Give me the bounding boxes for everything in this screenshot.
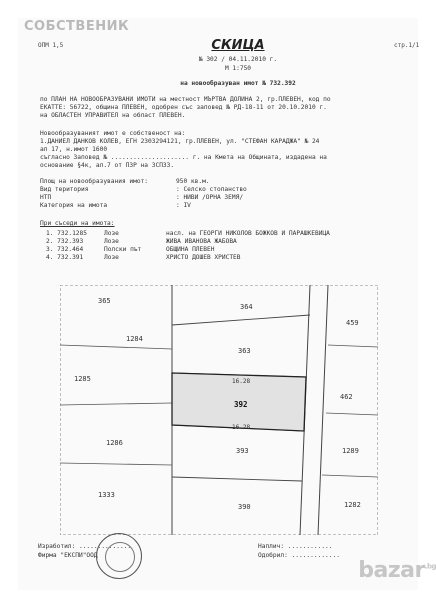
prop-value: 950 кв.м. xyxy=(176,178,210,185)
document-title: СКИЦА xyxy=(211,38,265,53)
owner-line: съгласно Заповед № ..................... г. на Кмета на Общината, издадена на xyxy=(40,154,327,161)
parcel-label: 364 xyxy=(240,303,253,311)
neighbor-use: Лозе xyxy=(104,254,119,261)
parcel-label: 393 xyxy=(236,447,249,455)
stamp-inner-ring xyxy=(105,542,135,572)
parcel-boundary xyxy=(326,413,378,415)
corner-note-right: стр.1/1 xyxy=(394,42,420,49)
document-scale: М 1:750 xyxy=(224,65,252,72)
neighbor-use: Лозе xyxy=(104,238,119,245)
parcel-label: 363 xyxy=(238,347,251,355)
prop-value: : НИВИ /ОРНА ЗЕМЯ/ xyxy=(176,194,244,201)
company-name: Фирма "ЕКСПИ"ООД xyxy=(38,552,98,559)
parcel-map-svg xyxy=(60,285,378,535)
parcel-boundary xyxy=(60,403,172,405)
watermark-top: СОБСТВЕНИК xyxy=(24,19,130,34)
prepared-by: Изработил: .............. xyxy=(38,543,132,550)
neighbors-heading: При съседи на имота: xyxy=(40,220,115,227)
parcel-boundary xyxy=(172,477,302,481)
neighbor-number: 2. 732.393 xyxy=(46,238,84,245)
intro-line: на ОБЛАСТЕН УПРАВИТЕЛ на област ПЛЕВЕН. xyxy=(40,112,186,119)
parcel-boundary xyxy=(328,345,378,347)
parcel-label: 365 xyxy=(98,297,111,305)
parcel-boundary xyxy=(60,345,172,349)
intro-line: по ПЛАН НА НОВООБРАЗУВАНИ ИМОТИ на местност МЪРТВА ДОЛИНА 2, гр.ПЛЕВЕН, код по xyxy=(40,96,331,103)
prop-label: Категория на имота xyxy=(40,202,108,209)
watermark-bottom-tld: .bg xyxy=(424,562,436,571)
parcel-length: 16.28 xyxy=(232,424,251,431)
approved-by: Одобрил: ............. xyxy=(258,552,340,559)
neighbor-owner: насл. на ГЕОРГИ НИКОЛОВ БОЖКОВ И ПАРАШКЕВИЦА xyxy=(166,230,330,237)
corner-note-left: ОПМ 1,5 xyxy=(38,42,64,49)
neighbor-use: Полски път xyxy=(104,246,142,253)
parcel-label: 459 xyxy=(346,319,359,327)
neighbor-use: Лозе xyxy=(104,230,119,237)
prop-value: : Селско стопанство xyxy=(176,186,247,193)
parcel-boundary xyxy=(172,315,310,325)
parcel-label-subject: 392 xyxy=(234,400,248,409)
document-number: № 302 / 04.11.2010 г. xyxy=(198,56,278,63)
parcel-boundary xyxy=(60,463,172,465)
parcel-label: 1289 xyxy=(342,447,359,455)
checked-by: Наплич: ............ xyxy=(258,543,333,550)
neighbor-owner: ЖИВА ИВАНОВА ЖАБОВА xyxy=(166,238,237,245)
neighbor-owner: ОБЩИНА ПЛЕВЕН xyxy=(166,246,215,253)
prop-label: Площ на новообразувания имот: xyxy=(40,178,149,185)
parcel-boundary xyxy=(322,475,378,477)
neighbor-number: 4. 732.391 xyxy=(46,254,84,261)
neighbor-number: 1. 732.1285 xyxy=(46,230,87,237)
prop-label: НТП xyxy=(40,194,52,201)
owner-line: Новообразуваният имот е собственост на: xyxy=(40,130,186,137)
owner-line: 1.ДАНИЕЛ ДАНКОВ КОЛЕВ, ЕГН 2303294121, гр.ПЛЕВЕН, ул. "СТЕФАН КАРАДЖА" № 24 xyxy=(40,138,320,145)
parcel-label: 390 xyxy=(238,503,251,511)
document-subject: на новообразуван имот № 732.392 xyxy=(180,80,296,87)
prop-value: : IV xyxy=(176,202,191,209)
neighbor-owner: ХРИСТО ДОШЕВ ХРИСТЕВ xyxy=(166,254,241,261)
owner-line: ап 17, н.имот 1600 xyxy=(40,146,108,153)
watermark-bottom xyxy=(352,558,436,590)
parcel-length: 16.28 xyxy=(232,378,251,385)
owner-line: основание §4к, ал.7 от ПЗР на ЗСПЗЗ. xyxy=(40,162,175,169)
road-edge xyxy=(318,285,328,535)
intro-line: ЕКАТТЕ: 56722, община ПЛЕВЕН, одобрен със заповед № РД-18-11 от 20.10.2010 г. xyxy=(40,104,327,111)
parcel-label: 1285 xyxy=(74,375,91,383)
parcel-label: 1284 xyxy=(126,335,143,343)
company-stamp xyxy=(96,533,142,579)
cadastral-sketch-map xyxy=(60,285,378,535)
prop-label: Вид територия xyxy=(40,186,89,193)
parcel-label: 1333 xyxy=(98,491,115,499)
parcel-label: 1282 xyxy=(344,501,361,509)
parcel-label: 462 xyxy=(340,393,353,401)
parcel-label: 1286 xyxy=(106,439,123,447)
watermark-bottom-text: bazar xyxy=(358,558,425,583)
footer-right xyxy=(258,542,340,560)
neighbor-number: 3. 732.464 xyxy=(46,246,84,253)
